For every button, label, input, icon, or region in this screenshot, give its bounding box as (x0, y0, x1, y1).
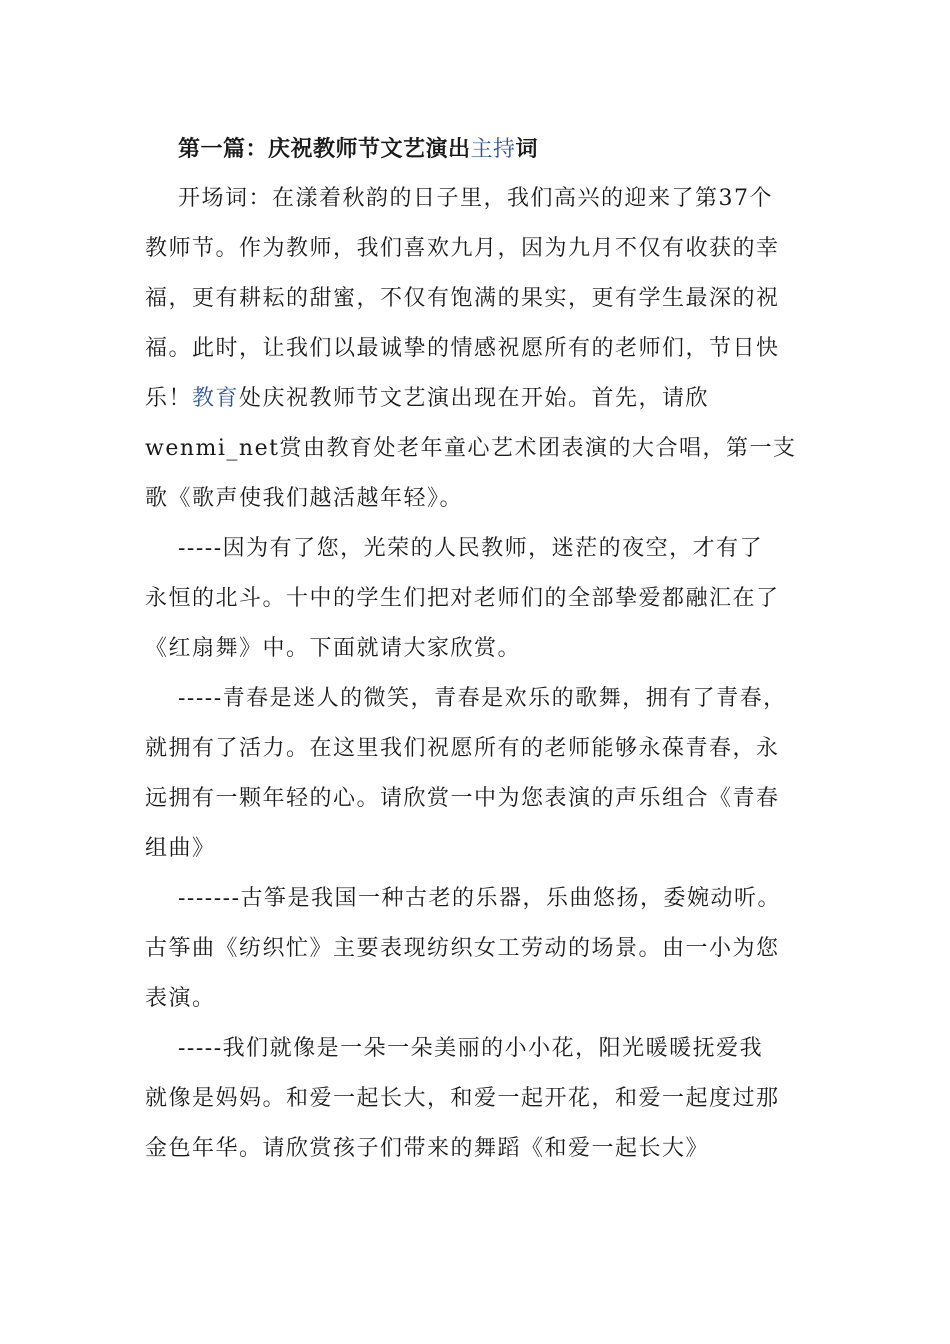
paragraph-line: -------古筝是我国一种古老的乐器，乐曲悠扬，委婉动听。 (178, 886, 782, 911)
title-link-host[interactable]: 主持 (470, 137, 516, 162)
paragraph-line: 《红扇舞》中。下面就请大家欣赏。 (145, 636, 522, 661)
paragraph-line: 永恒的北斗。十中的学生们把对老师们的全部挚爱都融汇在了 (145, 586, 780, 611)
paragraph-line: 组曲》 (145, 836, 216, 861)
paragraph-line: -----我们就像是一朵一朵美丽的小小花，阳光暖暖抚爱我 (178, 1036, 764, 1061)
line-text: 处庆祝教师节文艺演出现在开始。首先，请欣 (239, 386, 710, 411)
title-suffix: 词 (515, 136, 539, 162)
paragraph-line: 就拥有了活力。在这里我们祝愿所有的老师能够永葆青春，永 (145, 736, 780, 761)
document-title (178, 132, 538, 163)
paragraph-line: 古筝曲《纺织忙》主要表现纺织女工劳动的场景。由一小为您 (145, 936, 780, 961)
title-text: 第一篇：庆祝教师节文艺演出 (178, 136, 471, 162)
paragraph-line: 金色年华。请欣赏孩子们带来的舞蹈《和爱一起长大》 (145, 1136, 710, 1161)
paragraph-line: 福，更有耕耘的甜蜜，不仅有饱满的果实，更有学生最深的祝 (145, 286, 780, 311)
paragraph-line: 远拥有一颗年轻的心。请欣赏一中为您表演的声乐组合《青春 (145, 786, 780, 811)
paragraph-line: 表演。 (145, 986, 216, 1011)
paragraph-line: wenmi_net赏由教育处老年童心艺术团表演的大合唱，第一支 (145, 436, 797, 461)
education-link[interactable]: 教育 (192, 386, 240, 411)
paragraph-line: 福。此时，让我们以最诚挚的情感祝愿所有的老师们，节日快 (145, 336, 780, 361)
paragraph-line: 就像是妈妈。和爱一起长大，和爱一起开花，和爱一起度过那 (145, 1086, 780, 1111)
paragraph-line (145, 384, 709, 414)
line-text: 乐！ (145, 386, 193, 411)
paragraph-line: -----因为有了您，光荣的人民教师，迷茫的夜空，才有了 (178, 536, 764, 561)
paragraph-line: 教师节。作为教师，我们喜欢九月，因为九月不仅有收获的幸 (145, 236, 780, 261)
paragraph-line: -----青春是迷人的微笑，青春是欢乐的歌舞，拥有了青春， (178, 686, 787, 711)
paragraph-line: 开场词：在漾着秋韵的日子里，我们高兴的迎来了第37个 (178, 186, 773, 211)
paragraph-line: 歌《歌声使我们越活越年轻》。 (145, 486, 464, 511)
